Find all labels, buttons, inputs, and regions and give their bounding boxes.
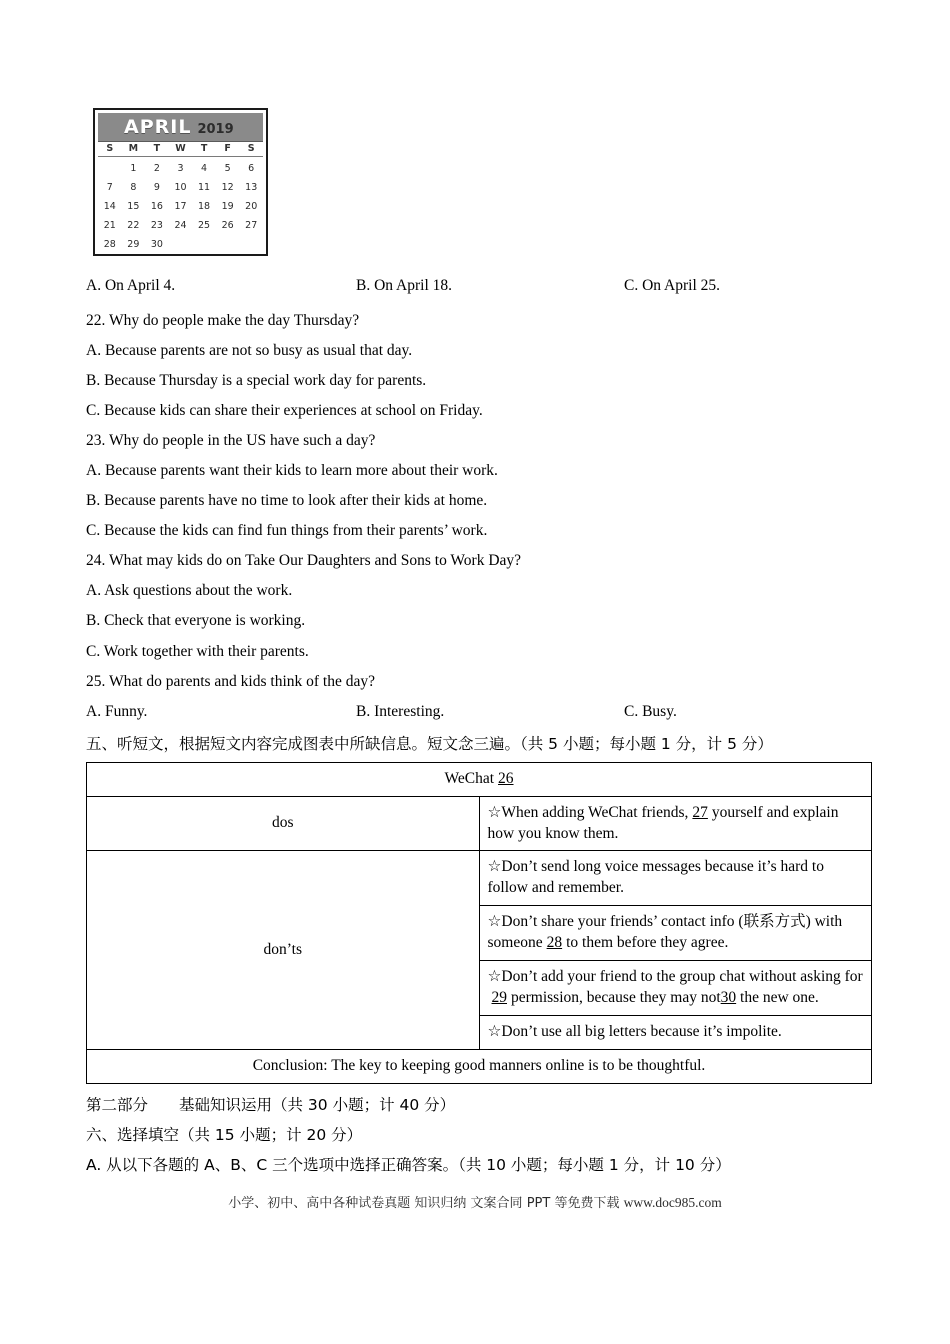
dont-2-cell [479,906,872,961]
part-two-heading: 第二部分 基础知识运用（共 30 小题；计 40 分） [86,1095,456,1114]
calendar-day-25: 25 [198,220,211,231]
calendar-dayname-6: S [247,143,255,154]
dont-3-cell [479,961,872,1016]
calendar-day-10: 10 [174,182,187,193]
q22-option-c: C. Because kids can share their experiences at school on Friday. [86,402,483,420]
calendar-day-5: 5 [224,163,231,174]
section-six-heading: 六、选择填空（共 15 小题；计 20 分） [86,1125,363,1144]
q25-options-row [86,703,872,725]
calendar-day-16: 16 [150,201,163,212]
calendar-day-2: 2 [153,163,160,174]
table-row-title [87,762,872,796]
table-title-cell [87,762,872,796]
calendar-day-4: 4 [201,163,208,174]
calendar-dayname-2: T [153,143,161,154]
q24-stem: 24. What may kids do on Take Our Daughters and Sons to Work Day? [86,552,522,570]
document-body [86,0,872,1174]
blank-28: 28 [546,934,563,952]
calendar-day-23: 23 [150,220,163,231]
calendar-day-27: 27 [245,220,258,231]
calendar-day-29: 29 [127,239,140,250]
q22-stem: 22. Why do people make the day Thursday? [86,312,360,329]
calendar-day-17: 17 [174,201,187,212]
dont-1-cell: ☆Don’t send long voice messages because it’s hard to follow and remember. [479,851,872,906]
calendar-dayname-3: W [175,143,186,154]
donts-label-cell: don’ts [87,851,480,1049]
calendar-day-19: 19 [221,201,234,212]
q25-stem: 25. What do parents and kids think of the day? [86,672,375,690]
footer-text: 小学、初中、高中各种试卷真题 知识归纳 文案合同 PPT 等免费下载 [228,1196,620,1211]
dont-2-text-before-blank: ☆Don’t share your friends’ contact info (联系方式) with someone [487,913,843,952]
q25-option-b: B. Interesting. [356,702,445,720]
dont-4-cell: ☆Don’t use all big letters because it’s impolite. [479,1015,872,1049]
q24-option-a: A. Ask questions about the work. [86,582,293,600]
table-title-text: WeChat [444,769,495,787]
calendar-dayname-0: S [106,143,114,154]
q23-option-c: C. Because the kids can find fun things from their parents’ work. [86,522,488,540]
calendar-day-30: 30 [150,239,163,250]
calendar-dayname-4: T [200,143,208,154]
calendar-day-8: 8 [130,182,137,193]
dos-text-after-blank: yourself and explain how you know them. [487,803,839,842]
calendar-day-7: 7 [106,182,113,193]
dos-text-before-blank: ☆When adding WeChat friends, [487,803,689,821]
q22-option-b: B. Because Thursday is a special work day for parents. [86,372,427,390]
calendar-day-14: 14 [103,201,116,212]
calendar-day-15: 15 [127,201,140,212]
dont-3-text-c: the new one. [740,989,819,1007]
q23-option-b: B. Because parents have no time to look after their kids at home. [86,492,488,510]
calendar-year-label: 2019 [197,121,234,137]
section-five-heading: 五、听短文，根据短文内容完成图表中所缺信息。短文念三遍。（共 5 小题；每小题 1 分，计 5 分） [86,734,773,753]
q21-option-b: B. On April 18. [356,277,453,294]
blank-26: 26 [498,769,514,787]
dont-3-text-a: ☆Don’t add your friend to the group chat without asking for [487,968,863,986]
calendar-day-6: 6 [248,163,255,174]
q21-option-c: C. On April 25. [624,277,721,294]
wechat-manners-table [86,762,872,1084]
dos-label-cell: dos [87,796,480,851]
calendar-day-13: 13 [245,182,258,193]
calendar-dayname-1: M [128,143,139,154]
q21-options-row [86,277,872,299]
calendar-day-1: 1 [130,163,137,174]
calendar-day-20: 20 [245,201,258,212]
q23-option-a: A. Because parents want their kids to learn more about their work. [86,462,498,480]
calendar-month-label: APRIL [124,116,192,138]
calendar-day-18: 18 [198,201,211,212]
q23-stem: 23. Why do people in the US have such a day? [86,432,376,450]
blank-30: 30 [720,989,737,1007]
calendar-day-12: 12 [221,182,234,193]
calendar-day-26: 26 [221,220,234,231]
calendar-dayname-5: F [224,143,231,154]
calendar-day-21: 21 [103,220,116,231]
q22-option-a: A. Because parents are not so busy as usual that day. [86,342,413,360]
calendar-day-11: 11 [198,182,211,193]
q25-option-c: C. Busy. [624,702,677,720]
blank-27: 27 [692,803,708,821]
calendar-day-3: 3 [177,163,184,174]
calendar-day-24: 24 [174,220,187,231]
conclusion-cell: Conclusion: The key to keeping good manners online is to be thoughtful. [87,1049,872,1083]
dont-3-text-b: permission, because they may not [511,989,721,1007]
calendar-day-9: 9 [153,182,160,193]
dos-content-cell [479,796,872,851]
dont-2-text-after-blank: to them before they agree. [566,934,729,952]
table-row-dont-1 [87,851,872,906]
section-six-a-instruction: A. 从以下各题的 A、B、C 三个选项中选择正确答案。（共 10 小题；每小题 1 分，计 10 分） [86,1155,731,1174]
q24-option-c: C. Work together with their parents. [86,642,309,660]
table-row-dos [87,796,872,851]
q25-option-a: A. Funny. [86,702,148,720]
blank-29: 29 [491,989,507,1007]
calendar-day-28: 28 [103,239,116,250]
table-row-conclusion [87,1049,872,1083]
q24-option-b: B. Check that everyone is working. [86,612,306,630]
q21-option-a: A. On April 4. [86,277,176,294]
calendar-day-22: 22 [127,220,140,231]
page-footer [0,1192,950,1211]
footer-url: www.doc985.com [623,1195,722,1210]
